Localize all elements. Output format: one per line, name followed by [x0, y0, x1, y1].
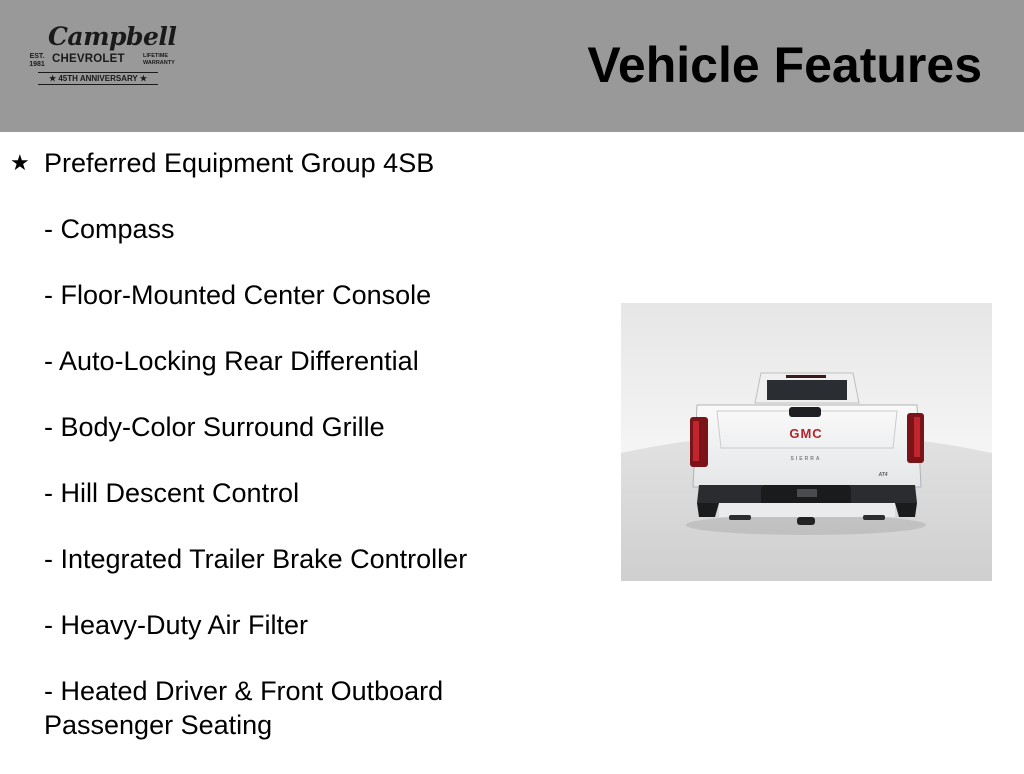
logo-warranty: LIFETIME WARRANTY	[143, 53, 175, 66]
sierra-badge: SIERRA	[790, 456, 822, 462]
feature-item: - Body-Color Surround Grille	[44, 412, 385, 442]
vehicle-photo[interactable]	[621, 303, 992, 581]
feature-item: - Auto-Locking Rear Differential	[44, 346, 419, 376]
logo-script: Campbell	[48, 22, 177, 51]
feature-heading	[10, 146, 570, 180]
feature-item: - Heavy-Duty Air Filter	[44, 610, 309, 640]
feature-item: - Floor-Mounted Center Console	[44, 280, 432, 310]
feature-item: - Heated Driver & Front Outboard Passenger Seating	[44, 676, 444, 740]
logo-est: EST. 1981	[29, 53, 45, 68]
trim-badge: AT4	[878, 472, 888, 478]
feature-item: - Integrated Trailer Brake Controller	[44, 544, 468, 574]
page-title: Vehicle Features	[587, 37, 982, 93]
feature-item: - Hill Descent Control	[44, 478, 300, 508]
logo-anniversary: ★ 45TH ANNIVERSARY ★	[38, 72, 158, 85]
header-bar	[0, 0, 1024, 132]
gmc-badge: GMC	[789, 426, 823, 441]
feature-heading-text: Preferred Equipment Group 4SB	[44, 148, 435, 178]
truck-rear-image	[621, 303, 992, 581]
star-icon: ★	[10, 150, 30, 175]
feature-list	[10, 146, 570, 774]
dealer-logo[interactable]	[26, 22, 176, 88]
logo-brand: CHEVROLET	[52, 53, 125, 65]
feature-item: - Compass	[44, 214, 175, 244]
